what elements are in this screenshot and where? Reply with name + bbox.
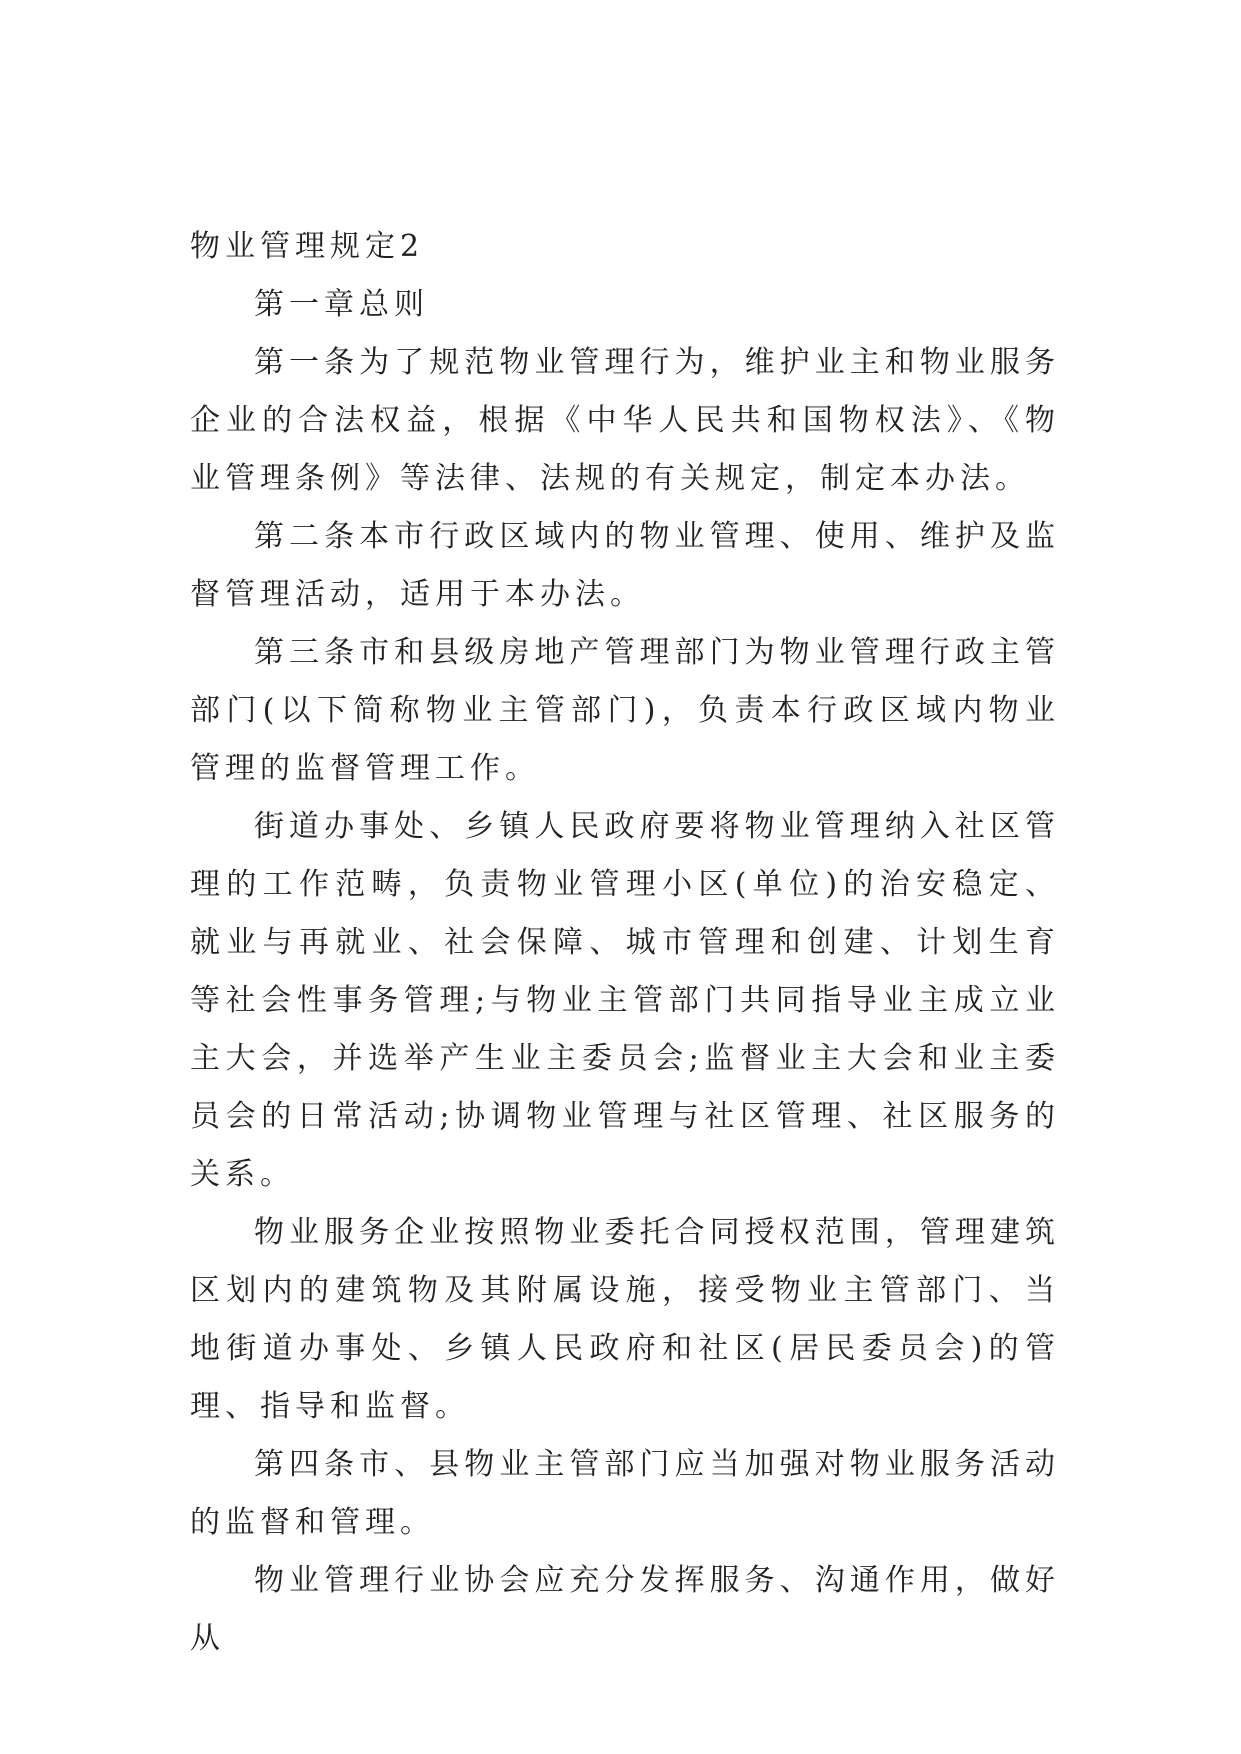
service-enterprise-paragraph: 物业服务企业按照物业委托合同授权范围，管理建筑区划内的建筑物及其附属设施，接受物业主管部门、当地街道办事处、乡镇人民政府和社区(居民委员会)的管理、指导和监督。 bbox=[190, 1215, 1060, 1424]
article-3-paragraph: 第三条市和县级房地产管理部门为物业管理行政主管部门(以下简称物业主管部门)，负责本行政区域内物业管理的监督管理工作。 bbox=[190, 635, 1060, 786]
article-4-paragraph: 第四条市、县物业主管部门应当加强对物业服务活动的监督和管理。 bbox=[190, 1447, 1060, 1540]
industry-association-paragraph: 物业管理行业协会应充分发挥服务、沟通作用，做好从 bbox=[190, 1563, 1060, 1656]
street-office-paragraph: 街道办事处、乡镇人民政府要将物业管理纳入社区管理的工作范畴，负责物业管理小区(单位)的治安稳定、就业与再就业、社会保障、城市管理和创建、计划生育等社会性事务管理;与物业主管部门共同指导业主成立业主大会，并选举产生业主委员会;监督业主大会和业主委员会的日常活动;协调物业管理与社区管理、社区服务的关系。 bbox=[190, 809, 1060, 1192]
document-body bbox=[190, 218, 1060, 1668]
document-title: 物业管理规定2 bbox=[190, 229, 425, 264]
chapter-heading: 第一章总则 bbox=[254, 287, 429, 322]
article-1-paragraph: 第一条为了规范物业管理行为，维护业主和物业服务企业的合法权益，根据《中华人民共和国物权法》、《物业管理条例》等法律、法规的有关规定，制定本办法。 bbox=[190, 345, 1060, 496]
article-2-paragraph: 第二条本市行政区域内的物业管理、使用、维护及监督管理活动，适用于本办法。 bbox=[190, 519, 1060, 612]
